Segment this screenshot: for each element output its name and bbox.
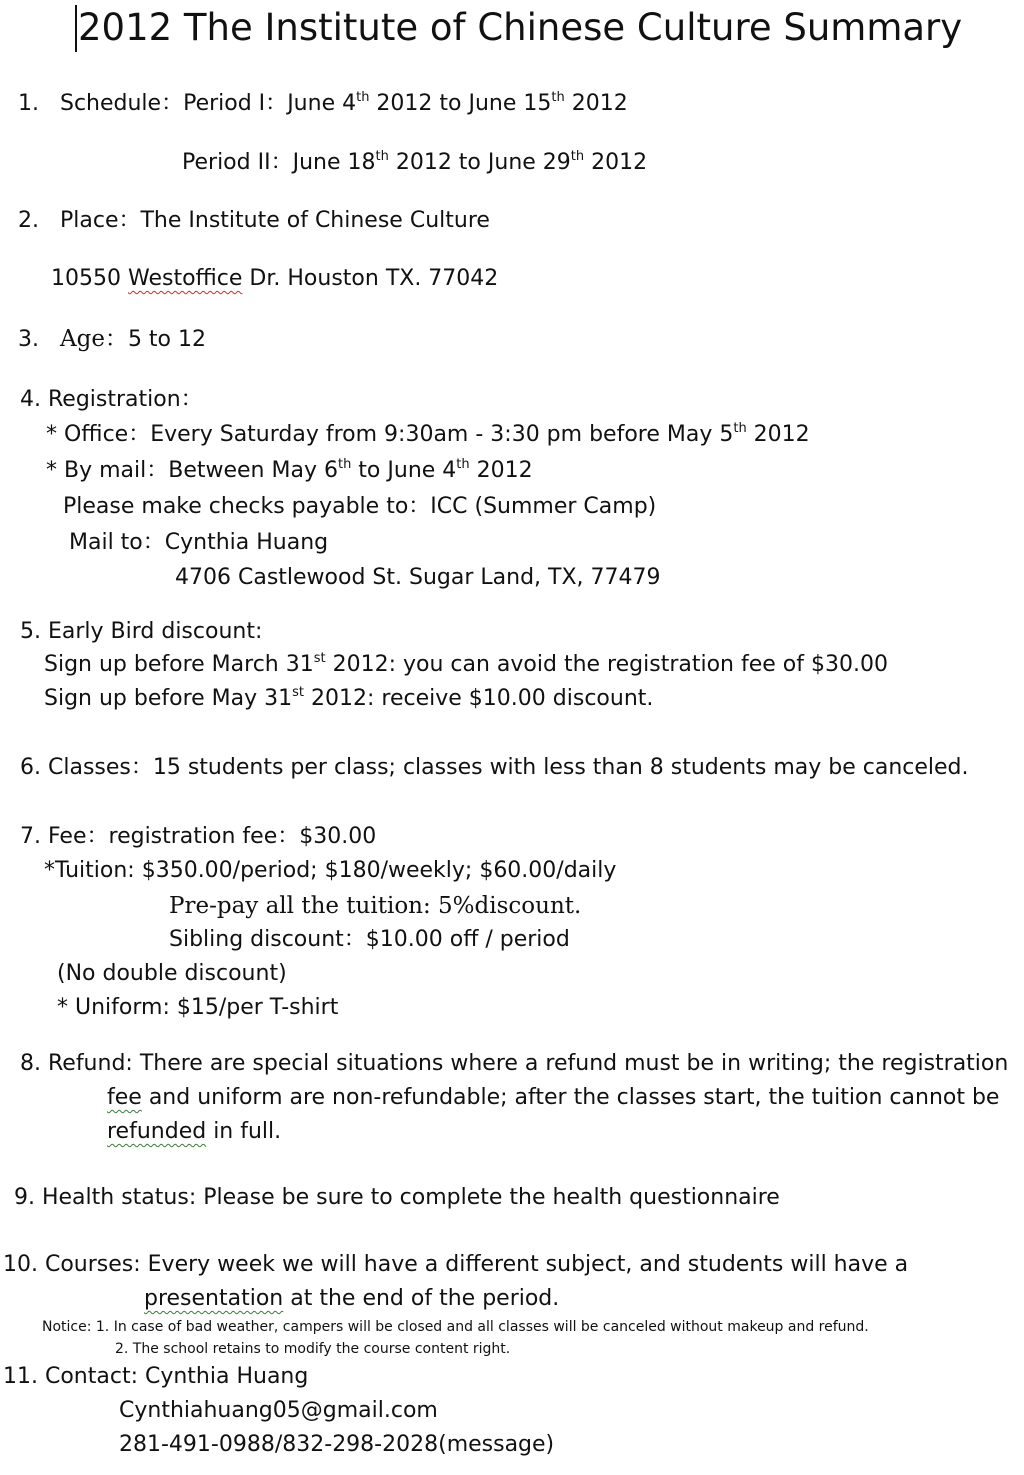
courses-line-1: 10. Courses: Every week we will have a different subject, and students will have a <box>3 1252 909 1277</box>
registration-mailto: Mail to：Cynthia Huang <box>69 530 329 555</box>
age-line: 3. Age：5 to 12 <box>18 326 207 352</box>
refund-line-1: 8. Refund: There are special situations where a refund must be in writing; the registration <box>20 1051 1009 1076</box>
fee-uniform: * Uniform: $15/per T-shirt <box>57 995 339 1020</box>
place-line: 2. Place：The Institute of Chinese Culture <box>18 208 490 233</box>
registration-heading: 4. Registration： <box>20 387 203 412</box>
fee-heading: 7. Fee：registration fee：$30.00 <box>20 824 377 849</box>
early-bird-heading: 5. Early Bird discount: <box>20 619 263 644</box>
fee-tuition: *Tuition: $350.00/period; $180/weekly; $60.00/daily <box>44 858 617 883</box>
place-address: 10550 Westoffice Dr. Houston TX. 77042 <box>51 266 499 291</box>
fee-sibling: Sibling discount：$10.00 off / period <box>169 927 570 952</box>
schedule-line-1: 1. Schedule：Period I：June 4th 2012 to June 15th 2012 <box>18 89 628 116</box>
health-line: 9. Health status: Please be sure to complete the health questionnaire <box>14 1185 780 1210</box>
early-bird-line-1: Sign up before March 31st 2012: you can avoid the registration fee of $30.00 <box>44 650 888 677</box>
contact-line: 11. Contact: Cynthia Huang <box>3 1364 309 1389</box>
classes-line: 6. Classes：15 students per class; classes with less than 8 students may be canceled. <box>20 755 969 780</box>
notice-line-2: 2. The school retains to modify the course content right. <box>115 1341 511 1357</box>
registration-checks: Please make checks payable to：ICC (Summer Camp) <box>63 494 657 519</box>
registration-office: * Office：Every Saturday from 9:30am - 3:30 pm before May 5th 2012 <box>46 420 810 447</box>
contact-phone: 281-491-0988/832-298-2028(message) <box>119 1432 555 1457</box>
fee-prepay: Pre-pay all the tuition: 5%discount. <box>169 893 582 919</box>
registration-mail-address: 4706 Castlewood St. Sugar Land, TX, 77479 <box>175 565 661 590</box>
contact-email: Cynthiahuang05@gmail.com <box>119 1398 438 1423</box>
schedule-line-2: Period II：June 18th 2012 to June 29th 2012 <box>182 148 648 175</box>
registration-mail: * By mail：Between May 6th to June 4th 2012 <box>46 456 533 483</box>
fee-no-double: (No double discount) <box>57 961 287 986</box>
refund-line-2: fee and uniform are non-refundable; after the classes start, the tuition cannot be <box>107 1085 1000 1110</box>
early-bird-line-2: Sign up before May 31st 2012: receive $10.00 discount. <box>44 684 654 711</box>
document-title: 2012 The Institute of Chinese Culture Summary <box>78 6 963 49</box>
text-cursor <box>75 5 77 52</box>
refund-line-3: refunded in full. <box>107 1119 282 1144</box>
courses-line-2: presentation at the end of the period. <box>144 1286 560 1311</box>
notice-line-1: Notice: 1. In case of bad weather, campers will be closed and all classes will be canceled without makeup and refund. <box>42 1319 869 1335</box>
